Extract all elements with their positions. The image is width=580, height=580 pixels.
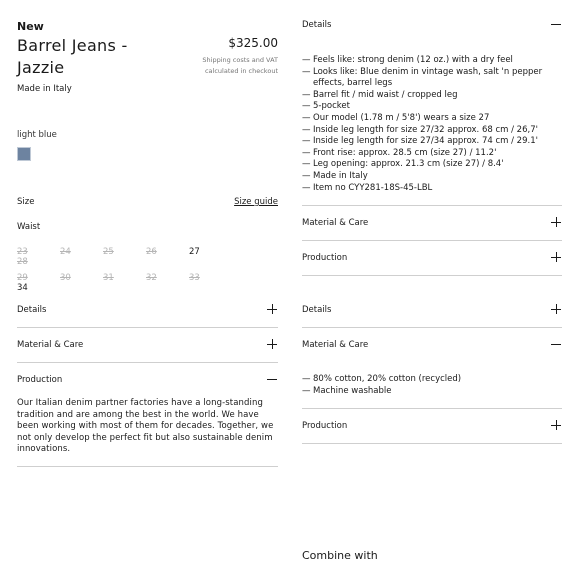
waist-label: Waist — [17, 222, 41, 232]
size-label: Size — [17, 197, 35, 207]
list-item: — Item no CYY281-18S-45-LBL — [302, 183, 562, 195]
accordion-label: Material & Care — [302, 218, 369, 228]
size-guide-link[interactable]: Size guide — [234, 197, 278, 207]
size-header — [17, 197, 278, 207]
size-option: 24 — [60, 247, 71, 257]
accordion-label: Material & Care — [17, 340, 84, 350]
list-item: — Machine washable — [302, 386, 562, 398]
product-price: $325.00 — [228, 36, 278, 50]
size-option: 28 — [17, 257, 28, 267]
details-accordion[interactable] — [17, 293, 278, 328]
plus-icon — [551, 252, 561, 262]
size-option: 29 — [17, 273, 28, 283]
list-item: — Inside leg length for size 27/32 approx. 68 cm / 26,7' — [302, 125, 562, 137]
combine-with-heading: Combine with — [302, 549, 378, 562]
production-text: Our Italian denim partner factories have a long-standing tradition and are among the best in the world. We have been working with most of them for decades. Together, we not only develop the perfect fit but also sustainable denim innovations. — [17, 398, 274, 455]
size-row-2 — [17, 273, 267, 293]
accordion-label: Production — [17, 375, 63, 385]
size-option: 32 — [146, 273, 157, 283]
product-title: Barrel Jeans - Jazzie — [17, 36, 128, 77]
shipping-note: Shipping costs and VAT calculated in checkout — [202, 56, 278, 75]
production-accordion[interactable] — [302, 409, 562, 444]
list-item: — Our model (1.78 m / 5'8') wears a size 27 — [302, 113, 562, 125]
plus-icon — [267, 339, 277, 349]
details-list — [302, 55, 562, 194]
accordion-label: Material & Care — [302, 340, 369, 350]
minus-icon — [551, 339, 561, 349]
production-accordion[interactable] — [17, 363, 278, 398]
size-option: 30 — [60, 273, 71, 283]
size-option: 23 — [17, 247, 28, 257]
list-item: — Front rise: approx. 28.5 cm (size 27) / 11.2' — [302, 148, 562, 160]
size-option: 33 — [189, 273, 200, 283]
product-info-column — [17, 0, 278, 580]
list-item: — Feels like: strong denim (12 oz.) with a dry feel — [302, 55, 562, 67]
material-list — [302, 374, 562, 397]
details-accordion[interactable] — [302, 293, 562, 328]
accordion-label: Production — [302, 421, 348, 431]
size-option[interactable]: 34 — [17, 283, 28, 293]
size-option: 31 — [103, 273, 114, 283]
plus-icon — [267, 304, 277, 314]
new-badge: New — [17, 20, 44, 33]
details-accordion-open[interactable] — [302, 8, 562, 43]
list-item: — Inside leg length for size 27/34 approx. 74 cm / 29.1' — [302, 136, 562, 148]
list-item: — Looks like: Blue denim in vintage wash, salt 'n pepper effects, barrel legs — [302, 67, 562, 90]
list-item: — Barrel fit / mid waist / cropped leg — [302, 90, 562, 102]
accordion-label: Details — [302, 305, 332, 315]
material-care-accordion[interactable] — [302, 206, 562, 241]
plus-icon — [551, 217, 561, 227]
origin-label: Made in Italy — [17, 84, 72, 94]
product-detail-column — [302, 0, 562, 580]
list-item: — 5-pocket — [302, 101, 562, 113]
list-item: — Made in Italy — [302, 171, 562, 183]
list-item: — Leg opening: approx. 21.3 cm (size 27) / 8.4' — [302, 159, 562, 171]
minus-icon — [551, 19, 561, 29]
size-option[interactable]: 27 — [189, 247, 200, 257]
plus-icon — [551, 304, 561, 314]
minus-icon — [267, 374, 277, 384]
list-item: — 80% cotton, 20% cotton (recycled) — [302, 374, 562, 386]
color-name: light blue — [17, 130, 57, 140]
accordion-label: Production — [302, 253, 348, 263]
accordion-label: Details — [302, 20, 332, 30]
divider — [17, 466, 278, 467]
size-option: 25 — [103, 247, 114, 257]
production-accordion[interactable] — [302, 241, 562, 276]
accordion-label: Details — [17, 305, 47, 315]
size-option: 26 — [146, 247, 157, 257]
plus-icon — [551, 420, 561, 430]
material-care-accordion[interactable] — [17, 328, 278, 363]
color-swatch-light-blue[interactable] — [17, 147, 31, 161]
material-care-accordion-open[interactable] — [302, 328, 562, 363]
size-row-1 — [17, 247, 267, 267]
